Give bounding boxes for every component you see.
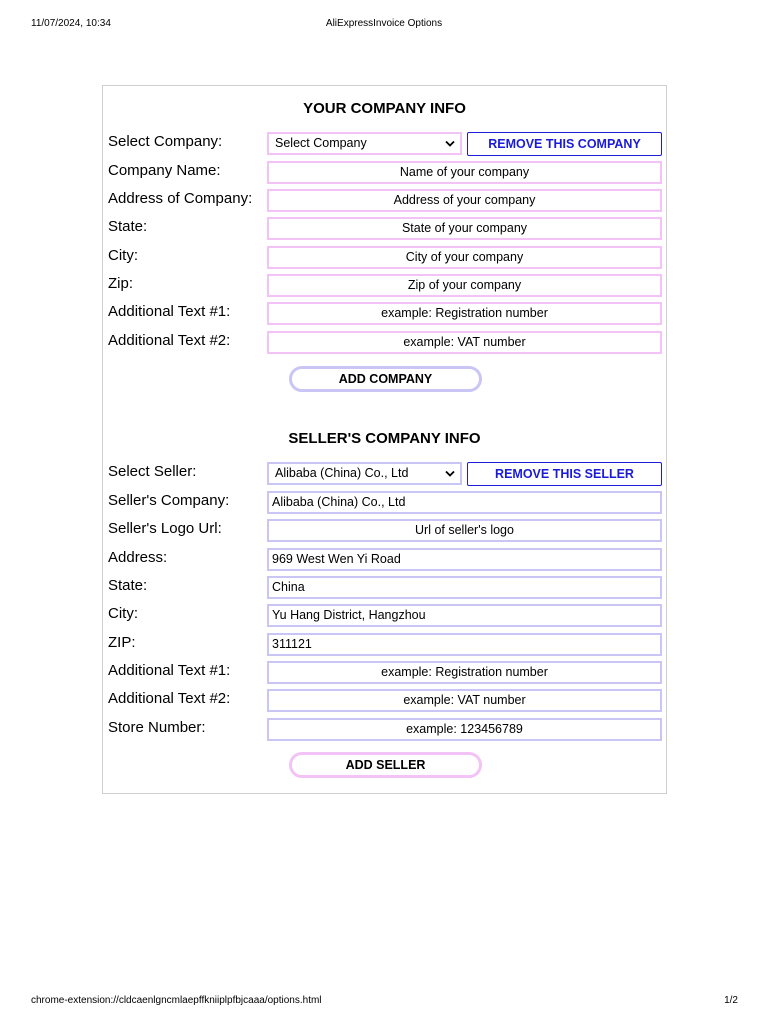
remove-seller-button[interactable]: REMOVE THIS SELLER xyxy=(467,462,662,486)
chevron-down-icon xyxy=(445,470,455,478)
seller-company-input[interactable]: Alibaba (China) Co., Ltd xyxy=(267,491,662,514)
add-seller-button[interactable]: ADD SELLER xyxy=(289,752,482,778)
seller-additional-text-1-input[interactable]: example: Registration number xyxy=(267,661,662,684)
company-city-input[interactable]: City of your company xyxy=(267,246,662,269)
store-number-input[interactable]: example: 123456789 xyxy=(267,718,662,741)
seller-zip-label: ZIP: xyxy=(108,634,136,651)
select-company-value: Select Company xyxy=(275,136,367,150)
add-company-button[interactable]: ADD COMPANY xyxy=(289,366,482,392)
seller-additional-text-2-label: Additional Text #2: xyxy=(108,690,231,707)
seller-additional-text-2-input[interactable]: example: VAT number xyxy=(267,689,662,712)
select-seller-value: Alibaba (China) Co., Ltd xyxy=(275,466,409,480)
company-additional-text-1-label: Additional Text #1: xyxy=(108,303,231,320)
company-city-label: City: xyxy=(108,247,138,264)
seller-city-input[interactable]: Yu Hang District, Hangzhou xyxy=(267,604,662,627)
company-zip-input[interactable]: Zip of your company xyxy=(267,274,662,297)
company-additional-text-1-input[interactable]: example: Registration number xyxy=(267,302,662,325)
seller-logo-url-label: Seller's Logo Url: xyxy=(108,520,222,537)
company-zip-label: Zip: xyxy=(108,275,134,292)
company-name-label: Company Name: xyxy=(108,162,221,179)
seller-additional-text-1-label: Additional Text #1: xyxy=(108,662,231,679)
seller-state-input[interactable]: China xyxy=(267,576,662,599)
seller-city-label: City: xyxy=(108,605,138,622)
print-date: 11/07/2024, 10:34 xyxy=(31,18,111,29)
options-panel xyxy=(102,85,667,794)
company-additional-text-2-label: Additional Text #2: xyxy=(108,332,231,349)
seller-state-label: State: xyxy=(108,577,148,594)
select-company-label: Select Company: xyxy=(108,133,223,150)
select-company-dropdown[interactable] xyxy=(267,132,462,155)
seller-logo-url-input[interactable]: Url of seller's logo xyxy=(267,519,662,542)
select-seller-label: Select Seller: xyxy=(108,463,197,480)
seller-zip-input[interactable]: 311121 xyxy=(267,633,662,656)
remove-company-button[interactable]: REMOVE THIS COMPANY xyxy=(467,132,662,156)
company-address-label: Address of Company: xyxy=(108,190,253,207)
seller-address-label: Address: xyxy=(108,549,168,566)
print-title: AliExpressInvoice Options xyxy=(325,18,443,29)
company-name-input[interactable]: Name of your company xyxy=(267,161,662,184)
page-number: 1/2 xyxy=(724,995,738,1006)
company-state-label: State: xyxy=(108,218,148,235)
chevron-down-icon xyxy=(445,140,455,148)
print-url: chrome-extension://cldcaenlgncmlaepffkniiplpfbjcaaa/options.html xyxy=(31,995,322,1006)
company-address-input[interactable]: Address of your company xyxy=(267,189,662,212)
seller-address-input[interactable]: 969 West Wen Yi Road xyxy=(267,548,662,571)
select-seller-dropdown[interactable] xyxy=(267,462,462,485)
seller-section-title: SELLER'S COMPANY INFO xyxy=(288,430,481,447)
print-header xyxy=(0,18,768,30)
seller-company-label: Seller's Company: xyxy=(108,492,230,509)
company-additional-text-2-input[interactable]: example: VAT number xyxy=(267,331,662,354)
company-section-title: YOUR COMPANY INFO xyxy=(303,100,466,117)
store-number-label: Store Number: xyxy=(108,719,206,736)
company-state-input[interactable]: State of your company xyxy=(267,217,662,240)
